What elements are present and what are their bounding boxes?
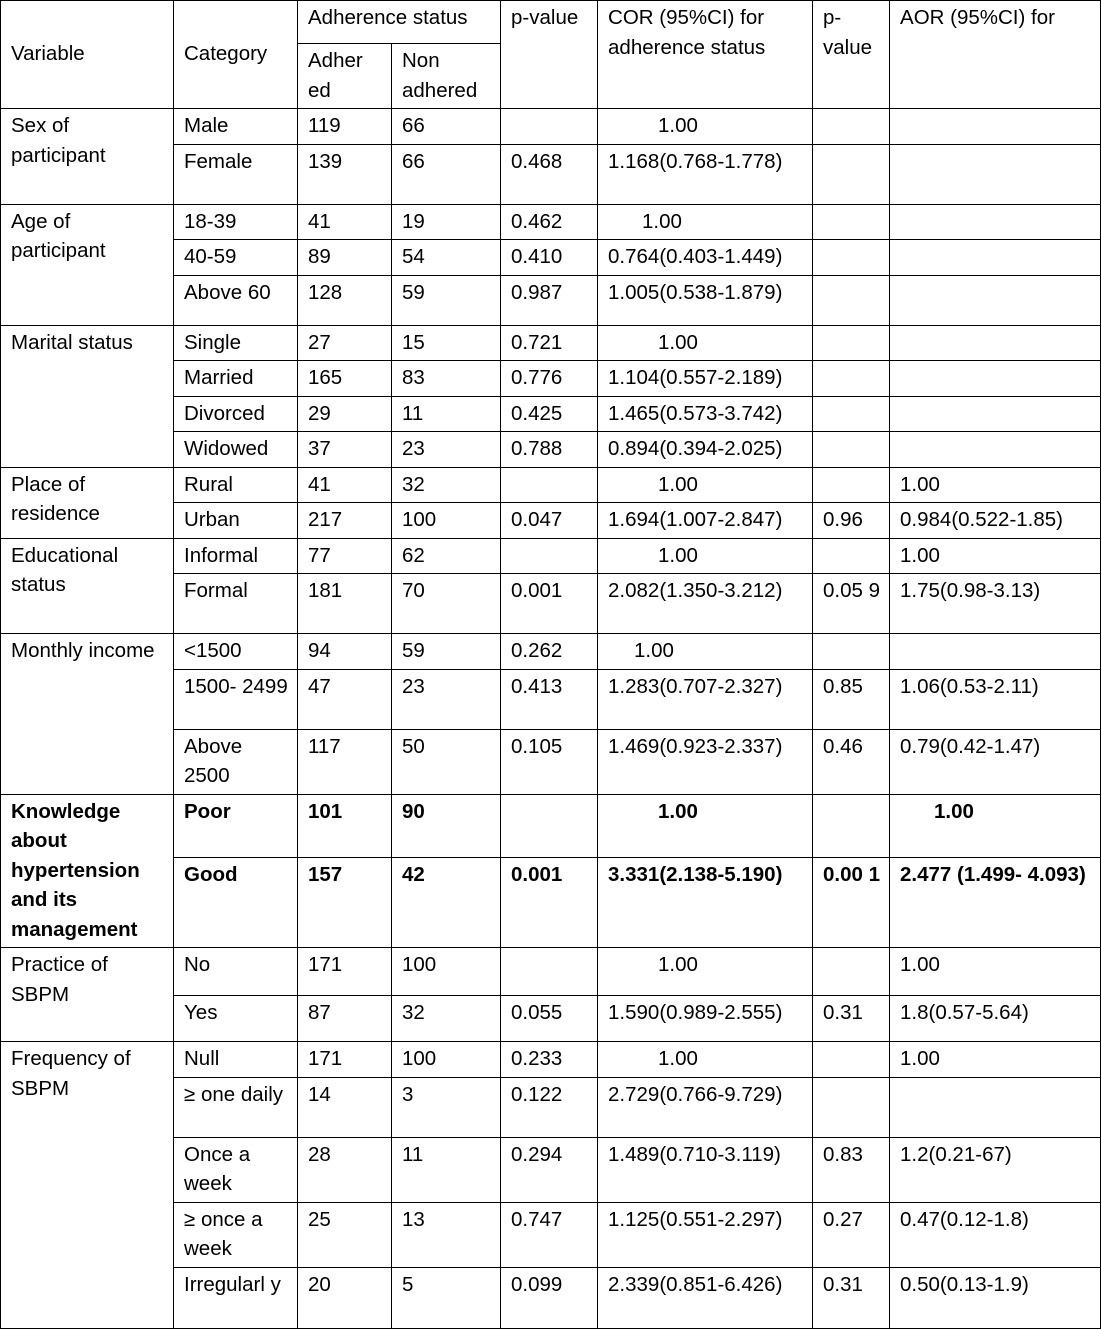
- adhered-cell: 165: [298, 361, 392, 397]
- category-cell: Above 2500: [174, 729, 298, 794]
- category-cell: Poor: [174, 794, 298, 857]
- aor-cell: 1.00: [890, 467, 1101, 503]
- cor-cell: 1.00: [598, 467, 813, 503]
- category-cell: Single: [174, 325, 298, 361]
- table-row: [1, 634, 1101, 670]
- variable-cell: Practice of SBPM: [1, 948, 174, 1042]
- cor-cell: 2.339(0.851-6.426): [598, 1267, 813, 1328]
- cor-cell: 1.00: [598, 109, 813, 145]
- p-value-adjusted-cell: [813, 361, 890, 397]
- adhered-cell: 157: [298, 857, 392, 947]
- header-non-adhered: Non adhered: [392, 44, 501, 109]
- header-category: Category: [174, 1, 298, 109]
- category-cell: 18-39: [174, 204, 298, 240]
- cor-cell: 2.729(0.766-9.729): [598, 1077, 813, 1137]
- p-value-adjusted-cell: [813, 325, 890, 361]
- p-value-cell: 0.788: [501, 432, 598, 468]
- cor-cell: 1.104(0.557-2.189): [598, 361, 813, 397]
- adhered-cell: 181: [298, 574, 392, 634]
- aor-cell: [890, 325, 1101, 361]
- category-cell: Married: [174, 361, 298, 397]
- non-adhered-cell: 23: [392, 669, 501, 729]
- adhered-cell: 25: [298, 1202, 392, 1267]
- category-cell: 40-59: [174, 240, 298, 276]
- p-value-cell: 0.468: [501, 144, 598, 204]
- aor-cell: 1.00: [890, 538, 1101, 574]
- p-value-adjusted-cell: [813, 538, 890, 574]
- adhered-cell: 101: [298, 794, 392, 857]
- non-adhered-cell: 59: [392, 634, 501, 670]
- non-adhered-cell: 42: [392, 857, 501, 947]
- aor-cell: [890, 361, 1101, 397]
- table-row: [1, 109, 1101, 145]
- p-value-cell: 0.987: [501, 275, 598, 325]
- cor-cell: 1.00: [598, 634, 813, 670]
- adhered-cell: 41: [298, 467, 392, 503]
- non-adhered-cell: 32: [392, 996, 501, 1042]
- p-value-cell: 0.001: [501, 857, 598, 947]
- cor-cell: 2.082(1.350-3.212): [598, 574, 813, 634]
- category-cell: Male: [174, 109, 298, 145]
- p-value-cell: 0.099: [501, 1267, 598, 1328]
- table-row: [1, 538, 1101, 574]
- non-adhered-cell: 11: [392, 1137, 501, 1202]
- cor-cell: 1.465(0.573-3.742): [598, 396, 813, 432]
- p-value-adjusted-cell: 0.27: [813, 1202, 890, 1267]
- cor-cell: 1.00: [598, 1042, 813, 1078]
- table-row: [1, 467, 1101, 503]
- p-value-cell: 0.410: [501, 240, 598, 276]
- adhered-cell: 47: [298, 669, 392, 729]
- p-value-cell: [501, 538, 598, 574]
- category-cell: Formal: [174, 574, 298, 634]
- aor-cell: 2.477 (1.499- 4.093): [890, 857, 1101, 947]
- table-body: [1, 109, 1101, 1329]
- category-cell: Irregularl y: [174, 1267, 298, 1328]
- table-row: [1, 325, 1101, 361]
- variable-cell: Frequency of SBPM: [1, 1042, 174, 1329]
- p-value-adjusted-cell: [813, 948, 890, 996]
- p-value-adjusted-cell: 0.85: [813, 669, 890, 729]
- p-value-adjusted-cell: 0.31: [813, 996, 890, 1042]
- non-adhered-cell: 70: [392, 574, 501, 634]
- header-variable: Variable: [1, 1, 174, 109]
- aor-cell: [890, 396, 1101, 432]
- p-value-adjusted-cell: [813, 204, 890, 240]
- p-value-adjusted-cell: [813, 1077, 890, 1137]
- non-adhered-cell: 100: [392, 503, 501, 539]
- adhered-cell: 41: [298, 204, 392, 240]
- category-cell: Yes: [174, 996, 298, 1042]
- aor-cell: 1.06(0.53-2.11): [890, 669, 1101, 729]
- p-value-adjusted-cell: 0.31: [813, 1267, 890, 1328]
- p-value-cell: 0.047: [501, 503, 598, 539]
- category-cell: ≥ one daily: [174, 1077, 298, 1137]
- category-cell: Rural: [174, 467, 298, 503]
- variable-cell: Knowledge about hypertension and its management: [1, 794, 174, 948]
- aor-cell: [890, 204, 1101, 240]
- non-adhered-cell: 100: [392, 1042, 501, 1078]
- non-adhered-cell: 5: [392, 1267, 501, 1328]
- non-adhered-cell: 32: [392, 467, 501, 503]
- adhered-cell: 27: [298, 325, 392, 361]
- header-adherence-status: Adherence status: [298, 1, 501, 44]
- p-value-adjusted-cell: 0.83: [813, 1137, 890, 1202]
- p-value-adjusted-cell: [813, 396, 890, 432]
- p-value-cell: 0.747: [501, 1202, 598, 1267]
- cor-cell: 0.764(0.403-1.449): [598, 240, 813, 276]
- p-value-cell: 0.294: [501, 1137, 598, 1202]
- cor-cell: 1.00: [598, 325, 813, 361]
- cor-cell: 1.283(0.707-2.327): [598, 669, 813, 729]
- aor-cell: 0.79(0.42-1.47): [890, 729, 1101, 794]
- adhered-cell: 94: [298, 634, 392, 670]
- table-row: [1, 794, 1101, 857]
- p-value-cell: [501, 794, 598, 857]
- p-value-adjusted-cell: 0.00 1: [813, 857, 890, 947]
- p-value-cell: [501, 948, 598, 996]
- adhered-cell: 14: [298, 1077, 392, 1137]
- p-value-adjusted-cell: [813, 634, 890, 670]
- p-value-adjusted-cell: [813, 240, 890, 276]
- aor-cell: 1.2(0.21-67): [890, 1137, 1101, 1202]
- non-adhered-cell: 19: [392, 204, 501, 240]
- category-cell: Above 60: [174, 275, 298, 325]
- category-cell: Female: [174, 144, 298, 204]
- cor-cell: 1.694(1.007-2.847): [598, 503, 813, 539]
- variable-cell: Age of participant: [1, 204, 174, 325]
- aor-cell: 1.75(0.98-3.13): [890, 574, 1101, 634]
- variable-cell: Marital status: [1, 325, 174, 467]
- aor-cell: 1.00: [890, 948, 1101, 996]
- p-value-cell: 0.233: [501, 1042, 598, 1078]
- adhered-cell: 171: [298, 1042, 392, 1078]
- adhered-cell: 119: [298, 109, 392, 145]
- table-row: [1, 204, 1101, 240]
- p-value-adjusted-cell: [813, 275, 890, 325]
- adhered-cell: 171: [298, 948, 392, 996]
- category-cell: Null: [174, 1042, 298, 1078]
- cor-cell: 1.168(0.768-1.778): [598, 144, 813, 204]
- aor-cell: [890, 144, 1101, 204]
- non-adhered-cell: 15: [392, 325, 501, 361]
- aor-cell: [890, 634, 1101, 670]
- non-adhered-cell: 3: [392, 1077, 501, 1137]
- category-cell: Widowed: [174, 432, 298, 468]
- p-value-adjusted-cell: [813, 794, 890, 857]
- variable-cell: Sex of participant: [1, 109, 174, 205]
- p-value-adjusted-cell: [813, 432, 890, 468]
- p-value-cell: 0.413: [501, 669, 598, 729]
- cor-cell: 1.00: [598, 204, 813, 240]
- aor-cell: 0.984(0.522-1.85): [890, 503, 1101, 539]
- p-value-adjusted-cell: [813, 144, 890, 204]
- cor-cell: 1.125(0.551-2.297): [598, 1202, 813, 1267]
- p-value-cell: 0.122: [501, 1077, 598, 1137]
- non-adhered-cell: 83: [392, 361, 501, 397]
- p-value-cell: 0.776: [501, 361, 598, 397]
- adhered-cell: 77: [298, 538, 392, 574]
- cor-cell: 1.005(0.538-1.879): [598, 275, 813, 325]
- p-value-adjusted-cell: 0.96: [813, 503, 890, 539]
- non-adhered-cell: 66: [392, 144, 501, 204]
- adhered-cell: 217: [298, 503, 392, 539]
- non-adhered-cell: 59: [392, 275, 501, 325]
- adhered-cell: 87: [298, 996, 392, 1042]
- non-adhered-cell: 66: [392, 109, 501, 145]
- category-cell: ≥ once a week: [174, 1202, 298, 1267]
- p-value-cell: [501, 109, 598, 145]
- p-value-adjusted-cell: [813, 467, 890, 503]
- aor-cell: 0.50(0.13-1.9): [890, 1267, 1101, 1328]
- category-cell: No: [174, 948, 298, 996]
- aor-cell: 1.00: [890, 1042, 1101, 1078]
- adhered-cell: 20: [298, 1267, 392, 1328]
- p-value-cell: 0.001: [501, 574, 598, 634]
- non-adhered-cell: 54: [392, 240, 501, 276]
- category-cell: Divorced: [174, 396, 298, 432]
- category-cell: Informal: [174, 538, 298, 574]
- header-aor: AOR (95%CI) for: [890, 1, 1101, 109]
- variable-cell: Monthly income: [1, 634, 174, 795]
- variable-cell: Place of residence: [1, 467, 174, 538]
- p-value-cell: 0.721: [501, 325, 598, 361]
- cor-cell: 1.00: [598, 948, 813, 996]
- aor-cell: 0.47(0.12-1.8): [890, 1202, 1101, 1267]
- cor-cell: 1.469(0.923-2.337): [598, 729, 813, 794]
- category-cell: Good: [174, 857, 298, 947]
- aor-cell: [890, 1077, 1101, 1137]
- non-adhered-cell: 50: [392, 729, 501, 794]
- adhered-cell: 117: [298, 729, 392, 794]
- p-value-adjusted-cell: 0.46: [813, 729, 890, 794]
- non-adhered-cell: 62: [392, 538, 501, 574]
- p-value-cell: [501, 467, 598, 503]
- adhered-cell: 89: [298, 240, 392, 276]
- aor-cell: [890, 240, 1101, 276]
- header-cor: COR (95%CI) for adherence status: [598, 1, 813, 109]
- header-p-value: p-value: [501, 1, 598, 109]
- cor-cell: 1.489(0.710-3.119): [598, 1137, 813, 1202]
- non-adhered-cell: 100: [392, 948, 501, 996]
- cor-cell: 1.00: [598, 538, 813, 574]
- p-value-cell: 0.462: [501, 204, 598, 240]
- adhered-cell: 139: [298, 144, 392, 204]
- cor-cell: 1.590(0.989-2.555): [598, 996, 813, 1042]
- p-value-cell: 0.425: [501, 396, 598, 432]
- non-adhered-cell: 11: [392, 396, 501, 432]
- aor-cell: 1.8(0.57-5.64): [890, 996, 1101, 1042]
- p-value-adjusted-cell: 0.05 9: [813, 574, 890, 634]
- adhered-cell: 28: [298, 1137, 392, 1202]
- variable-cell: Educational status: [1, 538, 174, 634]
- aor-cell: 1.00: [890, 794, 1101, 857]
- adhered-cell: 128: [298, 275, 392, 325]
- category-cell: Once a week: [174, 1137, 298, 1202]
- aor-cell: [890, 275, 1101, 325]
- cor-cell: 0.894(0.394-2.025): [598, 432, 813, 468]
- cor-cell: 3.331(2.138-5.190): [598, 857, 813, 947]
- non-adhered-cell: 23: [392, 432, 501, 468]
- header-row: [1, 1, 1101, 44]
- non-adhered-cell: 90: [392, 794, 501, 857]
- adhered-cell: 29: [298, 396, 392, 432]
- category-cell: <1500: [174, 634, 298, 670]
- table-row: [1, 1042, 1101, 1078]
- p-value-cell: 0.262: [501, 634, 598, 670]
- p-value-cell: 0.055: [501, 996, 598, 1042]
- aor-cell: [890, 432, 1101, 468]
- p-value-adjusted-cell: [813, 109, 890, 145]
- adhered-cell: 37: [298, 432, 392, 468]
- p-value-cell: 0.105: [501, 729, 598, 794]
- header-p-value-adjusted: p-value: [813, 1, 890, 109]
- aor-cell: [890, 109, 1101, 145]
- cor-cell: 1.00: [598, 794, 813, 857]
- table-row: [1, 948, 1101, 996]
- p-value-adjusted-cell: [813, 1042, 890, 1078]
- category-cell: Urban: [174, 503, 298, 539]
- non-adhered-cell: 13: [392, 1202, 501, 1267]
- category-cell: 1500- 2499: [174, 669, 298, 729]
- header-adhered: Adher ed: [298, 44, 392, 109]
